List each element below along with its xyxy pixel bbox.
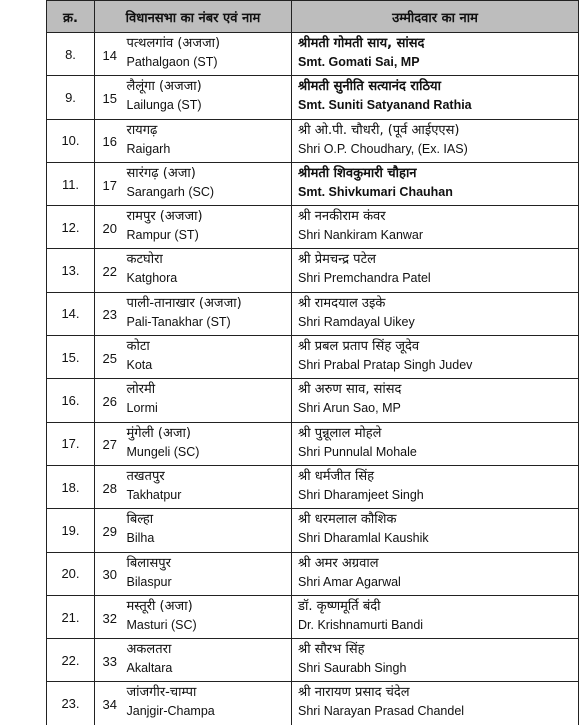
serial-cell: 23.: [47, 682, 95, 725]
constituency-number: 27: [95, 422, 125, 465]
candidate-name-hindi: श्रीमती गोमती साय, सांसद: [298, 36, 425, 51]
table-body: [47, 33, 579, 725]
constituency-cell: [125, 465, 292, 508]
candidate-name-english: Shri Ramdayal Uikey: [298, 314, 415, 329]
candidate-cell: [292, 639, 579, 682]
constituency-cell: [125, 162, 292, 205]
constituency-name-english: Lailunga (ST): [126, 98, 202, 113]
constituency-number: 22: [95, 249, 125, 292]
candidate-name-english: Shri Amar Agarwal: [298, 574, 401, 589]
candidate-cell: [292, 119, 579, 162]
constituency-cell: [125, 33, 292, 76]
constituency-name-english: Takhatpur: [126, 487, 182, 502]
serial-cell: 19.: [47, 509, 95, 552]
serial-cell: 22.: [47, 639, 95, 682]
constituency-cell: [125, 249, 292, 292]
constituency-name-english: Pali-Tanakhar (ST): [126, 314, 231, 329]
constituency-cell: [125, 76, 292, 119]
candidate-name-hindi: श्री धरमलाल कौशिक: [298, 512, 397, 528]
candidate-cell: [292, 249, 579, 292]
constituency-number: 20: [95, 206, 125, 249]
constituency-name-hindi: सारंगढ़ (अजा): [126, 165, 196, 181]
constituency-name-english: Lormi: [126, 401, 158, 416]
constituency-number: 17: [95, 162, 125, 205]
candidate-cell: [292, 76, 579, 119]
table-row: [47, 639, 579, 682]
constituency-name-hindi: कटघोरा: [126, 252, 163, 268]
candidate-cell: [292, 465, 579, 508]
candidate-cell: [292, 595, 579, 638]
serial-cell: 18.: [47, 465, 95, 508]
constituency-name-english: Pathalgaon (ST): [126, 55, 218, 69]
constituency-cell: [125, 682, 292, 725]
table-row: [47, 33, 579, 76]
table-row: [47, 76, 579, 119]
constituency-number: 14: [95, 33, 125, 76]
table-row: [47, 552, 579, 595]
candidate-name-hindi: श्री प्रबल प्रताप सिंह जूदेव: [298, 339, 420, 355]
constituency-number: 29: [95, 509, 125, 552]
constituency-number: 28: [95, 465, 125, 508]
candidate-cell: [292, 552, 579, 595]
candidate-name-hindi: श्री अरुण साव, सांसद: [298, 382, 402, 398]
constituency-name-hindi: बिल्हा: [126, 512, 154, 528]
constituency-number: 34: [95, 682, 125, 725]
table-row: [47, 379, 579, 422]
table-row: [47, 422, 579, 465]
candidate-name-hindi: श्री ननकीराम कंवर: [298, 209, 386, 225]
constituency-name-english: Sarangarh (SC): [126, 184, 215, 199]
candidate-cell: [292, 336, 579, 379]
constituency-cell: [125, 379, 292, 422]
serial-cell: 10.: [47, 119, 95, 162]
constituency-cell: [125, 552, 292, 595]
constituency-number: 33: [95, 639, 125, 682]
constituency-cell: [125, 595, 292, 638]
constituency-name-hindi: लोरमी: [126, 382, 156, 398]
constituency-cell: [125, 336, 292, 379]
candidate-name-hindi: श्रीमती शिवकुमारी चौहान: [298, 165, 417, 181]
candidate-name-english: Shri Nankiram Kanwar: [298, 228, 424, 243]
candidate-name-english: Shri Punnulal Mohale: [298, 444, 417, 459]
table-row: [47, 249, 579, 292]
candidate-name-english: Shri O.P. Choudhary, (Ex. IAS): [298, 141, 468, 156]
table-row: [47, 336, 579, 379]
candidate-name-english: Smt. Suniti Satyanand Rathia: [298, 98, 472, 113]
candidate-cell: [292, 206, 579, 249]
candidate-cell: [292, 379, 579, 422]
table-row: [47, 682, 579, 725]
constituency-name-english: Kota: [126, 358, 153, 373]
table-row: [47, 595, 579, 638]
table-row: [47, 119, 579, 162]
candidate-name-hindi: श्री रामदयाल उइके: [298, 295, 386, 311]
candidate-cell: [292, 162, 579, 205]
constituency-number: 30: [95, 552, 125, 595]
header-row: [47, 1, 579, 33]
candidate-name-hindi: श्री पुन्नूलाल मोहले: [298, 425, 382, 441]
constituency-number: 15: [95, 76, 125, 119]
candidate-name-hindi: श्री धर्मजीत सिंह: [298, 468, 375, 484]
candidate-name-english: Shri Dharamjeet Singh: [298, 487, 424, 502]
constituency-name-english: Raigarh: [126, 141, 171, 156]
constituency-name-hindi: कोटा: [126, 339, 150, 355]
serial-cell: 11.: [47, 162, 95, 205]
constituency-name-hindi: रामपुर (अजजा): [126, 209, 203, 225]
serial-cell: 13.: [47, 249, 95, 292]
table-row: [47, 206, 579, 249]
table-row: [47, 162, 579, 205]
constituency-cell: [125, 119, 292, 162]
candidate-name-english: Smt. Shivkumari Chauhan: [298, 184, 453, 199]
candidate-name-hindi: डॉ. कृष्णमूर्ति बंदी: [298, 598, 381, 614]
table-row: [47, 509, 579, 552]
constituency-name-english: Akaltara: [126, 661, 173, 676]
candidate-name-hindi: श्रीमती सुनीति सत्यानंद राठिया: [298, 79, 441, 95]
constituency-name-english: Mungeli (SC): [126, 444, 200, 459]
serial-cell: 16.: [47, 379, 95, 422]
candidate-name-english: Shri Dharamlal Kaushik: [298, 531, 429, 546]
constituency-name-english: Janjgir-Champa: [126, 704, 215, 719]
candidate-name-hindi: श्री प्रेमचन्द्र पटेल: [298, 252, 376, 268]
candidate-cell: [292, 682, 579, 725]
constituency-number: 16: [95, 119, 125, 162]
constituency-cell: [125, 206, 292, 249]
constituency-name-hindi: लैलूंगा (अजजा): [126, 79, 202, 95]
serial-cell: 17.: [47, 422, 95, 465]
constituency-number: 25: [95, 336, 125, 379]
candidate-cell: [292, 33, 579, 76]
serial-cell: 12.: [47, 206, 95, 249]
candidate-name-english: Shri Prabal Pratap Singh Judev: [298, 358, 473, 373]
table-header: [47, 1, 579, 33]
constituency-cell: [125, 509, 292, 552]
constituency-name-english: Katghora: [126, 271, 178, 286]
table-row: [47, 292, 579, 335]
constituency-name-hindi: अकलतरा: [126, 642, 172, 658]
constituency-name-hindi: बिलासपुर: [126, 555, 171, 571]
constituency-name-hindi: मुंगेली (अजा): [126, 425, 191, 441]
candidate-cell: [292, 422, 579, 465]
constituency-cell: [125, 422, 292, 465]
candidate-name-english: Shri Premchandra Patel: [298, 271, 431, 286]
candidate-name-hindi: श्री नारायण प्रसाद चंदेल: [298, 685, 410, 701]
constituency-name-hindi: मस्तूरी (अजा): [126, 598, 193, 614]
serial-cell: 20.: [47, 552, 95, 595]
constituency-name-hindi: पाली-तानाखार (अजजा): [126, 295, 242, 311]
candidate-name-english: Shri Arun Sao, MP: [298, 401, 401, 416]
constituency-name-english: Bilha: [126, 531, 155, 546]
candidate-header: उम्मीदवार का नाम: [292, 1, 579, 33]
constituency-name-hindi: जांजगीर-चाम्पा: [126, 685, 197, 701]
candidate-name-english: Shri Narayan Prasad Chandel: [298, 704, 465, 719]
candidate-cell: [292, 509, 579, 552]
serial-header: क्र.: [47, 1, 95, 33]
serial-cell: 8.: [47, 33, 95, 76]
candidate-name-english: Dr. Krishnamurti Bandi: [298, 617, 424, 632]
table-row: [47, 465, 579, 508]
constituency-name-hindi: तखतपुर: [126, 468, 165, 484]
constituency-number: 32: [95, 595, 125, 638]
constituency-number: 23: [95, 292, 125, 335]
serial-cell: 9.: [47, 76, 95, 119]
candidate-name-hindi: श्री अमर अग्रवाल: [298, 555, 379, 571]
constituency-name-english: Masturi (SC): [126, 617, 197, 632]
constituency-cell: [125, 292, 292, 335]
candidate-table: [46, 0, 579, 725]
constituency-header: विधानसभा का नंबर एवं नाम: [95, 1, 292, 33]
serial-cell: 21.: [47, 595, 95, 638]
constituency-cell: [125, 639, 292, 682]
candidate-name-english: Smt. Gomati Sai, MP: [298, 55, 420, 69]
candidate-cell: [292, 292, 579, 335]
candidate-name-hindi: श्री ओ.पी. चौधरी, (पूर्व आईएएस): [298, 122, 460, 138]
constituency-name-hindi: रायगढ़: [126, 122, 158, 138]
constituency-name-english: Bilaspur: [126, 574, 172, 589]
constituency-number: 26: [95, 379, 125, 422]
constituency-name-english: Rampur (ST): [126, 228, 199, 243]
candidate-name-english: Shri Saurabh Singh: [298, 661, 407, 676]
serial-cell: 14.: [47, 292, 95, 335]
constituency-name-hindi: पत्थलगांव (अजजा): [126, 36, 221, 51]
candidate-name-hindi: श्री सौरभ सिंह: [298, 642, 365, 658]
serial-cell: 15.: [47, 336, 95, 379]
